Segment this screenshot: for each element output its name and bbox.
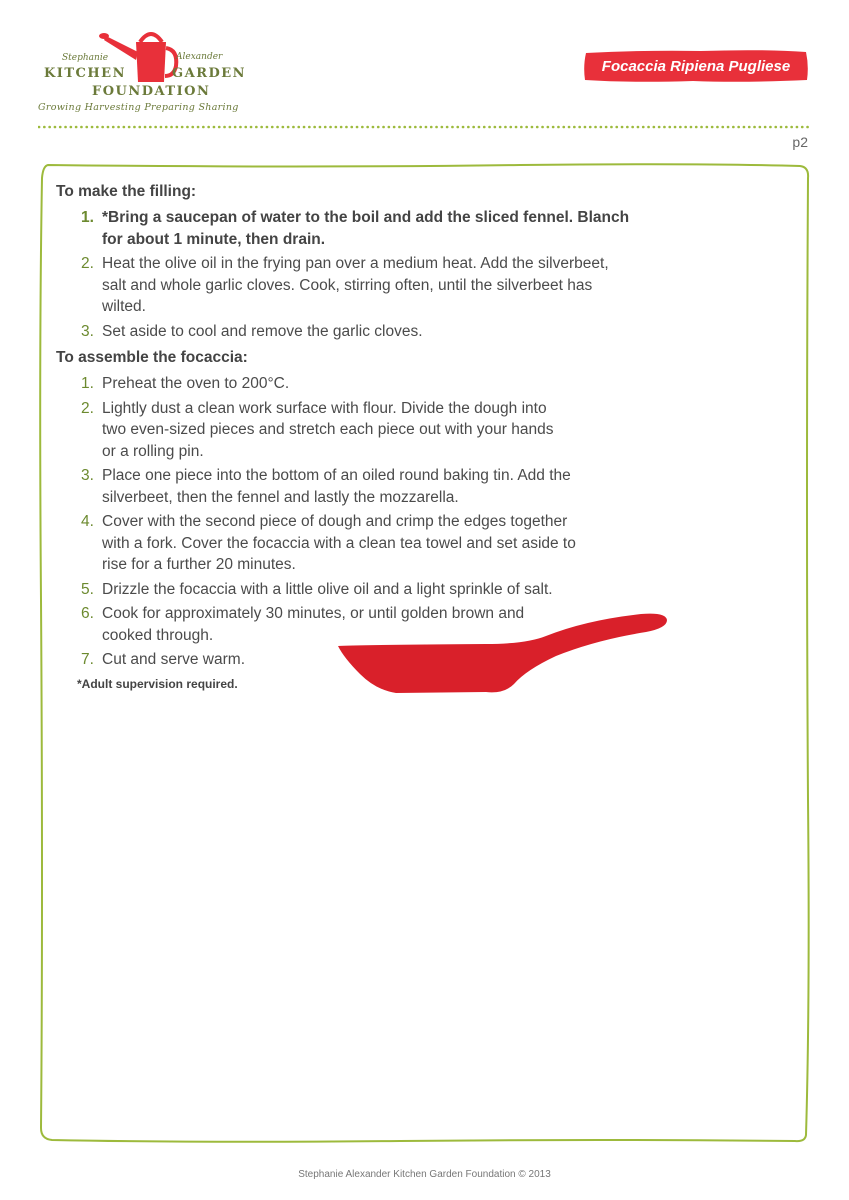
foundation-logo [36, 22, 266, 122]
list-item: 4. Cover with the second piece of dough and crimp the edges together with a fork. Cover the focaccia with a clean tea towel and set aside to rise for a further 20 minutes. [81, 513, 576, 573]
dotted-divider [38, 124, 813, 130]
page-number: p2 [792, 134, 808, 150]
list-item: 1. *Bring a saucepan of water to the boil and add the sliced fennel. Blanch for about 1 minute, then drain. [81, 209, 630, 248]
section-heading-filling: To make the filling: [56, 183, 197, 200]
footer-copyright: Stephanie Alexander Kitchen Garden Foundation © 2013 [298, 1169, 551, 1180]
list-item: 3. Place one piece into the bottom of an oiled round baking tin. Add the silverbeet, then the fennel and lastly the mozzarella. [81, 467, 571, 506]
logo-stephanie: Stephanie [62, 53, 109, 63]
logo-alexander: Alexander [176, 52, 223, 62]
recipe-title-banner [583, 49, 809, 83]
logo-tagline: Growing Harvesting Preparing Sharing [38, 102, 239, 113]
logo-garden: GARDEN [172, 66, 247, 81]
list-item: 5. Drizzle the focaccia with a little olive oil and a light sprinkle of salt. [81, 580, 553, 598]
list-item: 3. Set aside to cool and remove the garlic cloves. [81, 322, 423, 340]
logo-kitchen: KITCHEN [44, 66, 126, 81]
list-item: 1. Preheat the oven to 200°C. [81, 375, 290, 392]
section-heading-assemble: To assemble the focaccia: [56, 349, 248, 366]
recipe-title: Focaccia Ripiena Pugliese [601, 57, 791, 75]
supervision-note: *Adult supervision required. [77, 676, 238, 691]
frying-pan-icon [336, 612, 671, 697]
filling-steps [56, 207, 676, 342]
list-item: 2. Lightly dust a clean work surface with flour. Divide the dough into two even-sized pieces and stretch each piece out with your hands or a rolling pin. [81, 399, 554, 460]
logo-foundation: FOUNDATION [92, 84, 211, 99]
list-item: 2. Heat the olive oil in the frying pan over a medium heat. Add the silverbeet, salt and whole garlic cloves. Cook, stirring often, until the silverbeet has wilted. [81, 255, 609, 315]
list-item: 7. Cut and serve warm. [81, 651, 245, 668]
list-item: 6. Cook for approximately 30 minutes, or until golden brown and cooked through. [81, 605, 525, 644]
